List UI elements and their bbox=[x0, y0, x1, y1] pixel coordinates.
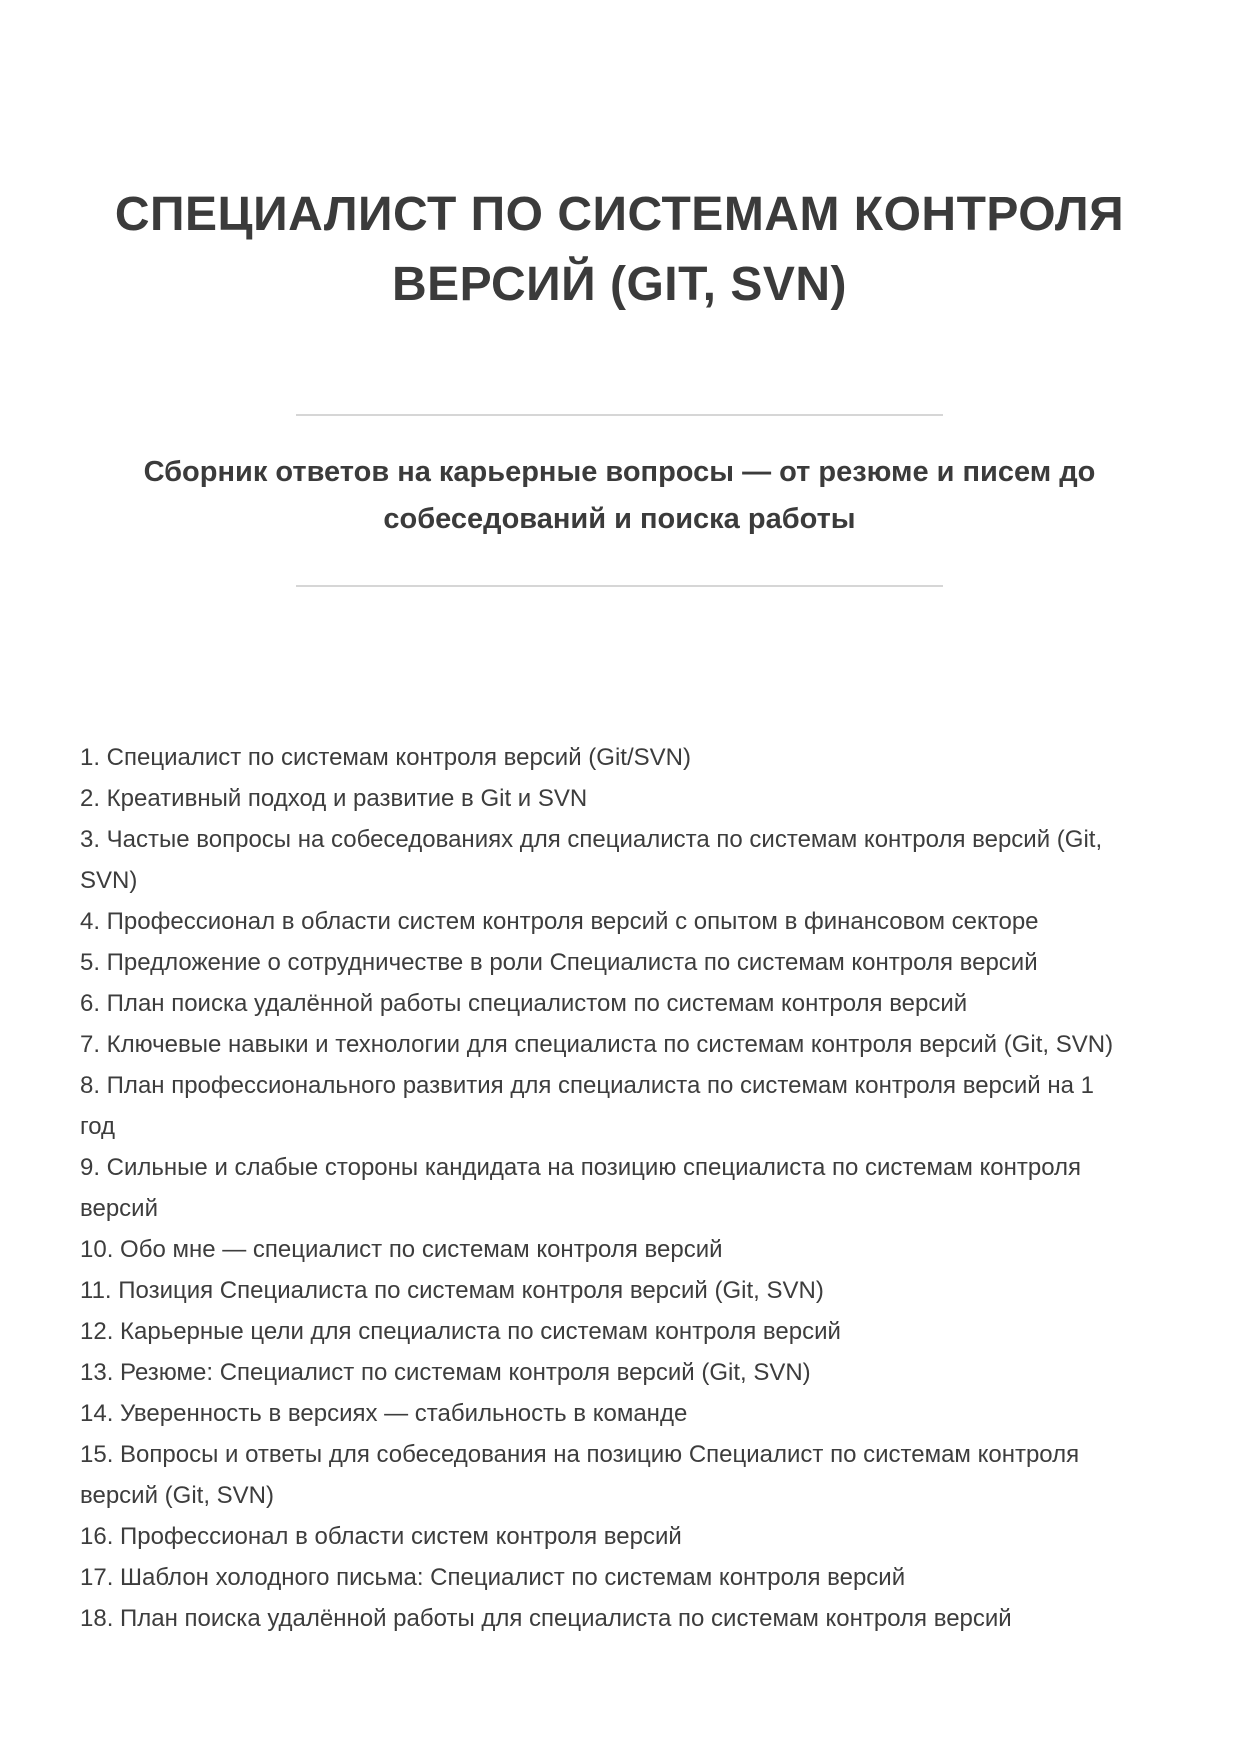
title-divider-top bbox=[296, 414, 943, 416]
toc-item: 17. Шаблон холодного письма: Специалист по системам контроля версий bbox=[80, 1564, 906, 1591]
document-title: СПЕЦИАЛИСТ ПО СИСТЕМАМ КОНТРОЛЯ ВЕРСИЙ (GIT, SVN) bbox=[114, 188, 1125, 311]
toc-item: 13. Резюме: Специалист по системам контроля версий (Git, SVN) bbox=[80, 1359, 811, 1386]
toc-item: 9. Сильные и слабые стороны кандидата на позицию специалиста по системам контроля версий bbox=[80, 1154, 1082, 1222]
toc-item: 14. Уверенность в версиях — стабильность в команде bbox=[80, 1400, 688, 1427]
toc-item: 2. Креативный подход и развитие в Git и SVN bbox=[80, 785, 588, 812]
toc-item: 15. Вопросы и ответы для собеседования на позицию Специалист по системам контроля версий (Git, SVN) bbox=[80, 1441, 1080, 1509]
toc-item: 1. Специалист по системам контроля версий (Git/SVN) bbox=[80, 744, 691, 771]
toc-item: 16. Профессионал в области систем контроля версий bbox=[80, 1523, 682, 1550]
toc-item: 10. Обо мне — специалист по системам контроля версий bbox=[80, 1236, 723, 1263]
toc-item: 7. Ключевые навыки и технологии для специалиста по системам контроля версий (Git, SVN) bbox=[80, 1031, 1114, 1058]
toc-item: 8. План профессионального развития для специалиста по системам контроля версий на 1 год bbox=[80, 1072, 1094, 1140]
toc-item: 4. Профессионал в области систем контроля версий с опытом в финансовом секторе bbox=[80, 908, 1039, 935]
toc-item: 12. Карьерные цели для специалиста по системам контроля версий bbox=[80, 1318, 841, 1345]
title-divider-bottom bbox=[296, 585, 943, 587]
toc-list bbox=[80, 737, 1135, 1639]
toc-item: 6. План поиска удалённой работы специалистом по системам контроля версий bbox=[80, 990, 968, 1017]
toc-item: 11. Позиция Специалиста по системам контроля версий (Git, SVN) bbox=[80, 1277, 824, 1304]
toc-item: 5. Предложение о сотрудничестве в роли Специалиста по системам контроля версий bbox=[80, 949, 1038, 976]
toc-item: 18. План поиска удалённой работы для специалиста по системам контроля версий bbox=[80, 1605, 1012, 1632]
document-subtitle: Сборник ответов на карьерные вопросы — от резюме и писем до собеседований и поиска работы bbox=[143, 456, 1096, 535]
toc-item: 3. Частые вопросы на собеседованиях для специалиста по системам контроля версий (Git, SVN) bbox=[80, 826, 1103, 894]
